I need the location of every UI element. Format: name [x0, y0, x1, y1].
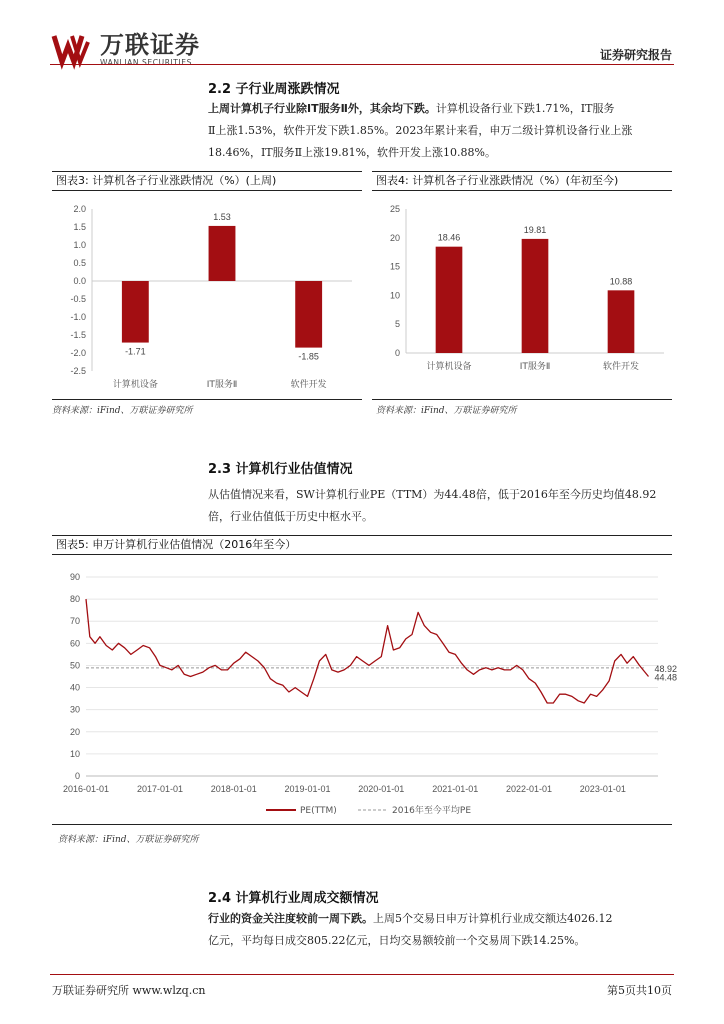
fig3-bar	[209, 226, 236, 281]
fig5-legend-pe-label: PE(TTM)	[300, 806, 337, 816]
fig5-ytick-label: 30	[69, 704, 80, 715]
fig5-ytick-label: 50	[69, 660, 80, 671]
section-2-2-lead: 上周计算机子行业除IT服务Ⅱ外，其余均下跌。	[208, 102, 436, 115]
fig5-ytick-label: 10	[69, 748, 80, 759]
fig4-bar	[608, 290, 635, 353]
figure-5-source: 资料来源：iFind、万联证券研究所	[58, 835, 199, 845]
fig4-ytick-label: 5	[394, 319, 400, 330]
fig4-ytick-label: 25	[389, 204, 400, 214]
fig5-xtick-label: 2023-01-01	[579, 784, 626, 794]
logo-english-text: WANLIAN SECURITIES	[100, 58, 193, 67]
fig3-data-label: 1.53	[213, 211, 231, 222]
fig3-category-label: IT服务Ⅱ	[206, 380, 238, 390]
fig5-xtick-label: 2019-01-01	[284, 784, 331, 794]
fig3-ytick-label: 0.0	[73, 276, 86, 286]
fig5-xtick-label: 2020-01-01	[358, 784, 405, 794]
fig4-category-label: 软件开发	[602, 362, 640, 372]
fig4-category-label: 计算机设备	[426, 362, 472, 372]
fig5-end-label-average: 48.92	[654, 663, 678, 674]
section-2-2-line1: 计算机设备行业下跌1.71%，IT服务	[435, 102, 615, 115]
fig5-ytick-label: 20	[69, 726, 80, 737]
fig5-end-label-pe: 44.48	[654, 672, 678, 683]
fig3-ytick-label: -2.0	[70, 348, 86, 358]
fig3-ytick-label: -1.5	[70, 330, 86, 340]
section-2-4-title: 2.4 计算机行业周成交额情况	[208, 891, 379, 906]
section-2-4-lead: 行业的资金关注度较前一周下跌。	[208, 912, 373, 925]
footer-company-website: 万联证券研究所 www.wlzq.cn	[52, 984, 206, 997]
fig4-data-label: 19.81	[523, 224, 547, 235]
fig3-ytick-label: -2.5	[70, 366, 86, 376]
fig3-ytick-label: 0.5	[73, 258, 86, 268]
section-2-3-line1: 从估值情况来看，SW计算机行业PE（TTM）为44.48倍，低于2016年至今历史均值48.92	[208, 488, 657, 501]
figure-3-bar-chart	[52, 191, 362, 397]
fig5-ytick-label: 40	[69, 682, 80, 693]
fig4-data-label: 18.46	[437, 232, 461, 243]
fig3-category-label: 软件开发	[290, 380, 327, 390]
figure-3-title: 图表3: 计算机各子行业涨跌情况（%）(上周)	[52, 172, 362, 191]
figure-3	[52, 171, 362, 400]
section-2-2-paragraph	[208, 98, 678, 164]
fig5-ytick-label: 70	[69, 616, 80, 627]
section-2-2-line2: Ⅱ上涨1.53%，软件开发下跌1.85%。2023年累计来看，申万二级计算机设备行业上涨	[208, 124, 633, 137]
doc-type-label: 证券研究报告	[599, 48, 672, 62]
section-2-3-line2: 倍，行业估值低于历史中枢水平。	[208, 510, 373, 523]
fig3-category-label: 计算机设备	[112, 380, 158, 390]
figure-4	[372, 171, 672, 400]
fig5-xtick-label: 2018-01-01	[210, 784, 257, 794]
wanlian-logo-icon	[52, 34, 96, 64]
figure-5	[52, 535, 678, 825]
section-2-2-title: 2.2 子行业周涨跌情况	[208, 82, 340, 97]
section-2-4-line2: 亿元，平均每日成交805.22亿元，日均交易额较前一个交易周下跌14.25%。	[208, 934, 586, 947]
fig4-bar	[522, 239, 549, 353]
fig5-legend-avg-label: 2016年至今平均PE	[392, 806, 472, 816]
fig4-ytick-label: 0	[394, 348, 400, 358]
figure-5-title: 图表5: 申万计算机行业估值情况（2016年至今）	[52, 536, 672, 555]
fig4-ytick-label: 10	[389, 290, 400, 301]
section-2-3-title: 2.3 计算机行业估值情况	[208, 462, 353, 477]
fig3-data-label: -1.85	[298, 351, 319, 362]
fig4-ytick-label: 15	[389, 261, 400, 272]
section-2-4-line1: 上周5个交易日申万计算机行业成交额达4026.12	[373, 912, 613, 925]
fig3-data-label: -1.71	[125, 346, 146, 357]
footer-page-number: 第5页共10页	[607, 984, 672, 997]
fig4-data-label: 10.88	[609, 276, 633, 287]
fig4-category-label: IT服务Ⅱ	[519, 362, 551, 372]
section-2-4-paragraph	[208, 908, 678, 952]
figure-5-line-chart	[52, 555, 678, 822]
figure-3-source: 资料来源：iFind、万联证券研究所	[52, 406, 193, 416]
figure-4-source: 资料来源：iFind、万联证券研究所	[376, 406, 517, 416]
fig5-xtick-label: 2021-01-01	[432, 784, 479, 794]
fig5-ytick-label: 0	[74, 771, 80, 781]
fig3-ytick-label: -1.0	[70, 312, 86, 322]
fig5-ytick-label: 80	[69, 594, 80, 605]
fig3-bar	[122, 281, 149, 343]
fig5-xtick-label: 2017-01-01	[136, 784, 183, 794]
fig5-xtick-label: 2016-01-01	[62, 784, 110, 794]
fig3-ytick-label: 1.0	[73, 240, 86, 250]
fig5-ytick-label: 60	[69, 638, 80, 649]
fig3-ytick-label: 2.0	[73, 204, 86, 214]
fig3-ytick-label: -0.5	[70, 294, 86, 304]
figure-4-title: 图表4: 计算机各子行业涨跌情况（%）(年初至今)	[372, 172, 672, 191]
footer-divider	[50, 974, 674, 975]
section-2-3-paragraph	[208, 484, 678, 528]
header-divider	[50, 64, 674, 65]
logo-chinese-text: 万联证券	[100, 31, 200, 59]
fig5-xtick-label: 2022-01-01	[506, 784, 553, 794]
fig5-ytick-label: 90	[69, 572, 80, 582]
figure-4-bar-chart	[372, 191, 672, 397]
fig3-ytick-label: 1.5	[73, 222, 86, 232]
section-2-2-line3: 18.46%，IT服务Ⅱ上涨19.81%，软件开发上涨10.88%。	[208, 146, 496, 159]
fig4-bar	[436, 247, 463, 353]
fig4-ytick-label: 20	[389, 232, 400, 243]
fig3-bar	[295, 281, 322, 348]
